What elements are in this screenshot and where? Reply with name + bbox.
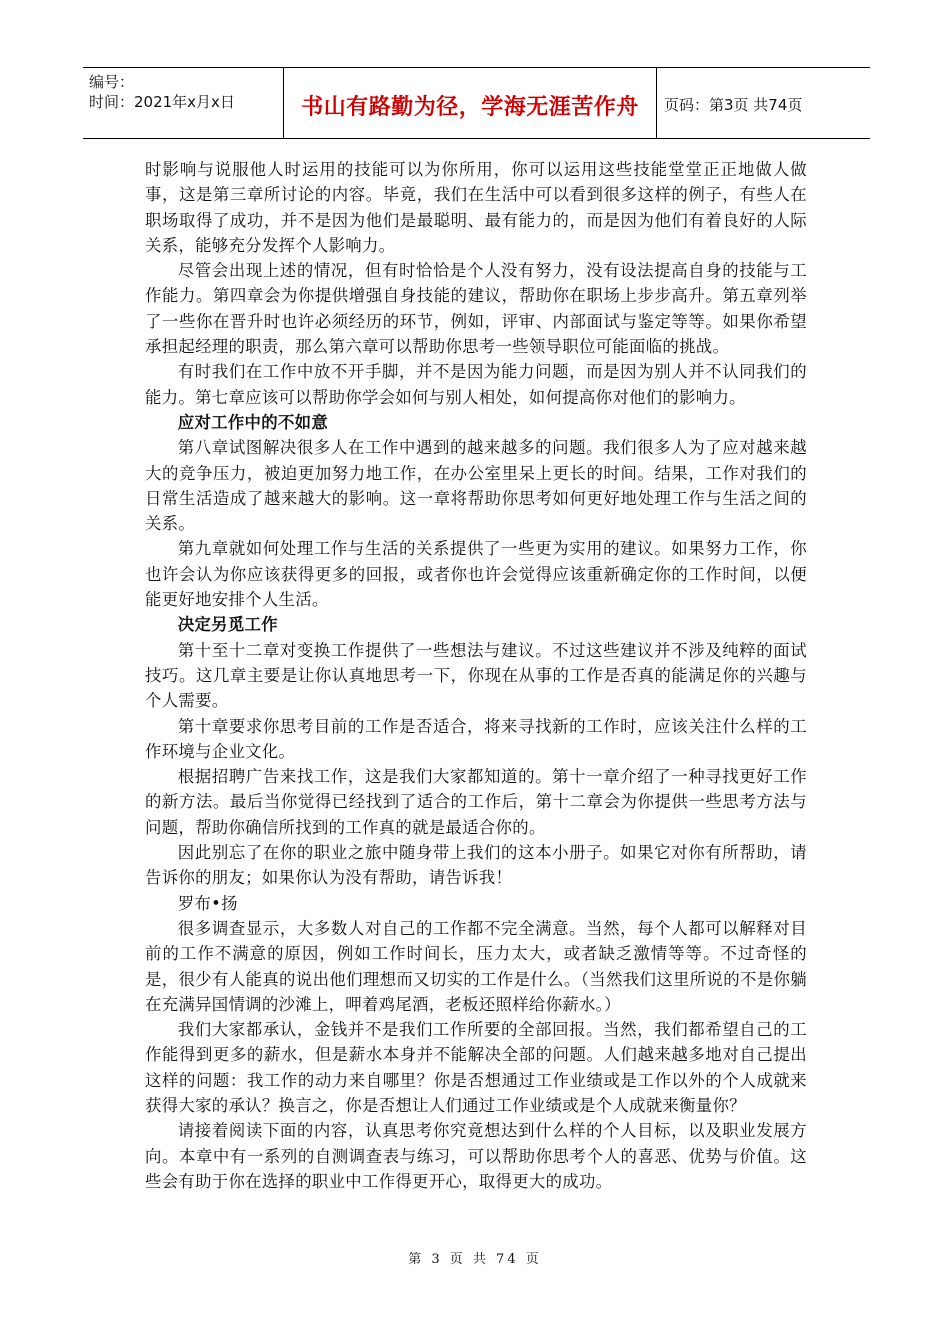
- body-paragraph: 请接着阅读下面的内容，认真思考你究竟想达到什么样的个人目标，以及职业发展方向。本章中有一系列的自测调查表与练习，可以帮助你思考个人的喜恶、优势与价值。这些会有助于你在选择的职业中工作得更开心，取得更大的成功。: [145, 1121, 807, 1191]
- body-paragraph: 第九章就如何处理工作与生活的关系提供了一些更为实用的建议。如果努力工作，你也许会认为你应该获得更多的回报，或者你也许会觉得应该重新确定你的工作时间，以便能更好地安排个人生活。: [145, 539, 807, 610]
- body-paragraph: 根据招聘广告来找工作，这是我们大家都知道的。第十一章介绍了一种寻找更好工作的新方法。最后当你觉得已经找到了适合的工作后，第十二章会为你提供一些思考方法与问题，帮助你确信所找到的工作真的就是最适合你的。: [145, 767, 807, 837]
- body-paragraph: 很多调查显示，大多数人对自己的工作都不完全满意。当然，每个人都可以解释对目前的工作不满意的原因，例如工作时间长，压力太大，或者缺乏激情等等。不过奇怪的是，很少有人能真的说出他们理想而又切实的工作是什么。（当然我们这里所说的不是你躺在充满异国情调的沙滩上，呷着鸡尾酒，老板还照样给你薪水。）: [145, 918, 807, 1014]
- header-motto: 书山有路勤为径，学海无涯苦作舟: [301, 95, 639, 120]
- body-paragraph: 因此别忘了在你的职业之旅中随身带上我们的这本小册子。如果它对你有所帮助，请告诉你的朋友；如果你认为没有帮助，请告诉我！: [145, 843, 807, 888]
- document-body: [145, 157, 807, 1194]
- document-date-label: 时间：2021年x月x日: [89, 93, 235, 111]
- body-paragraph: 我们大家都承认，金钱并不是我们工作所要的全部回报。当然，我们都希望自己的工作能得到更多的薪水，但是薪水本身并不能解决全部的问题。人们越来越多地对自己提出这样的问题：我工作的动力来自哪里？你是否想通过工作业绩或是工作以外的个人成就来获得大家的承认？换言之，你是否想让人们通过工作业绩或是个人成就来衡量你？: [145, 1020, 807, 1115]
- header-divider: [656, 68, 657, 138]
- page-header: [83, 67, 870, 139]
- body-paragraph: 有时我们在工作中放不开手脚，并不是因为能力问题，而是因为别人并不认同我们的能力。第七章应该可以帮助你学会如何与别人相处，如何提高你对他们的影响力。: [145, 362, 807, 407]
- page-footer: 第 3 页 共 74 页: [408, 1252, 542, 1267]
- body-paragraph: 第十章要求你思考目前的工作是否适合，将来寻找新的工作时，应该关注什么样的工作环境与企业文化。: [145, 716, 807, 761]
- header-meta: [89, 72, 235, 112]
- document-number-label: 编号：: [89, 73, 135, 91]
- body-paragraph: 第八章试图解决很多人在工作中遇到的越来越多的问题。我们很多人为了应对越来越大的竞争压力，被迫更加努力地工作，在办公室里呆上更长的时间。结果，工作对我们的日常生活造成了越来越大的影响。这一章将帮助你思考如何更好地处理工作与生活之间的关系。: [145, 438, 807, 534]
- body-paragraph: 时影响与说服他人时运用的技能可以为你所用，你可以运用这些技能堂堂正正地做人做事，这是第三章所讨论的内容。毕竟，我们在生活中可以看到很多这样的例子，有些人在职场取得了成功，并不是因为他们是最聪明、最有能力的，而是因为他们有着良好的人际关系，能够充分发挥个人影响力。: [145, 160, 807, 255]
- section-heading: 决定另觅工作: [177, 615, 278, 635]
- header-page-label: 页码：第3页 共74页: [664, 96, 803, 114]
- body-paragraph: 罗布•扬: [177, 893, 238, 913]
- section-heading: 应对工作中的不如意: [177, 412, 329, 432]
- body-paragraph: 第十至十二章对变换工作提供了一些想法与建议。不过这些建议并不涉及纯粹的面试技巧。这几章主要是让你认真地思考一下，你现在从事的工作是否真的能满足你的兴趣与个人需要。: [145, 640, 807, 711]
- body-paragraph: 尽管会出现上述的情况，但有时恰恰是个人没有努力，没有设法提高自身的技能与工作能力。第四章会为你提供增强自身技能的建议，帮助你在职场上步步高升。第五章列举了一些你在晋升时也许必须经历的环节，例如，评审、内部面试与鉴定等等。如果你希望承担起经理的职责，那么第六章可以帮助你思考一些领导职位可能面临的挑战。: [145, 261, 807, 357]
